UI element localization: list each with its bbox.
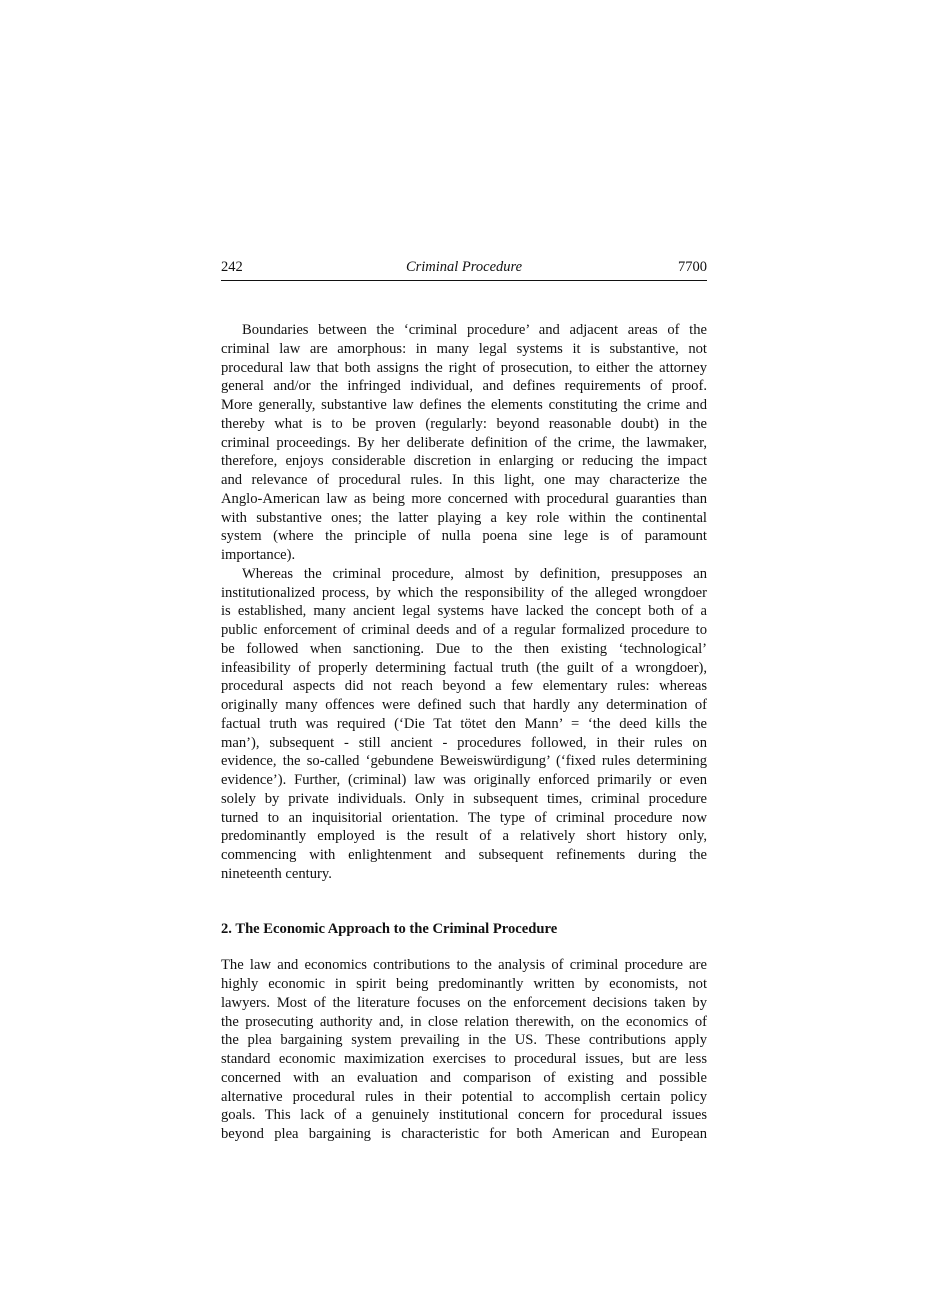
text-line: the plea bargaining system prevailing in the US. These contributions apply (221, 1032, 707, 1049)
section-heading: 2. The Economic Approach to the Criminal Procedure (221, 920, 558, 937)
body-text (221, 321, 707, 1144)
text-line: commencing with enlightenment and subsequent refinements during the (221, 847, 707, 863)
text-line: with substantive ones; the latter playing a key role within the continental (221, 509, 707, 526)
text-line: be followed when sanctioning. Due to the then existing ‘technological’ (221, 640, 707, 657)
text-line: Boundaries between the ‘criminal procedure’ and adjacent areas of the (242, 322, 707, 338)
text-line: evidence, the so-called ‘gebundene Beweiswürdigung’ (‘fixed rules determining (221, 753, 707, 770)
text-line: lawyers. Most of the literature focuses on the enforcement decisions taken by (221, 994, 707, 1011)
text-line: institutionalized process, by which the responsibility of the alleged wrongdoer (221, 584, 707, 601)
text-line: procedural law that both assigns the right of prosecution, to either the attorney (221, 359, 707, 376)
text-line: Whereas the criminal procedure, almost by definition, presupposes an (242, 565, 707, 582)
text-line: Anglo-American law as being more concerned with procedural guaranties than (221, 490, 707, 507)
running-header (221, 256, 707, 281)
text-line: importance). (221, 547, 296, 563)
text-line: beyond plea bargaining is characteristic for both American and European (221, 1126, 707, 1142)
text-line: standard economic maximization exercises to procedural issues, but are less (221, 1051, 707, 1067)
text-line: alternative procedural rules in their potential to accomplish certain policy (221, 1088, 707, 1105)
text-line: factual truth was required (‘Die Tat tötet den Mann’ = ‘the deed kills the (221, 715, 707, 732)
running-title: Criminal Procedure (405, 259, 523, 275)
text-line: man’), subsequent - still ancient - procedures followed, in their rules on (221, 734, 707, 751)
text-line: thereby what is to be proven (regularly: beyond reasonable doubt) in the (221, 415, 707, 432)
text-line: infeasibility of properly determining factual truth (the guilt of a wrongdoer), (221, 659, 707, 676)
text-line: criminal proceedings. By her deliberate definition of the crime, the lawmaker, (221, 434, 707, 451)
text-line: is established, many ancient legal systems have lacked the concept both of a (221, 603, 707, 620)
text-line: evidence’). Further, (criminal) law was originally enforced primarily or even (221, 772, 707, 788)
text-line: and relevance of procedural rules. In this light, one may characterize the (221, 472, 707, 488)
text-line: goals. This lack of a genuinely institutional concern for procedural issues (221, 1107, 707, 1124)
text-line: More generally, substantive law defines the elements constituting the crime and (221, 397, 707, 413)
text-line: originally many offences were defined such that hardly any determination of (221, 697, 707, 713)
paragraph-whereas (221, 565, 707, 884)
text-line: procedural aspects did not reach beyond a few elementary rules: whereas (221, 678, 707, 695)
text-line: concerned with an evaluation and comparison of existing and possible (221, 1069, 707, 1086)
text-line: public enforcement of criminal deeds and of a regular formalized procedure to (221, 622, 707, 638)
text-line: nineteenth century. (221, 865, 332, 882)
text-line: predominantly employed is the result of a relatively short history only, (221, 828, 707, 845)
text-line: therefore, enjoys considerable discretion in enlarging or reducing the impact (221, 453, 707, 470)
text-line: turned to an inquisitorial orientation. The type of criminal procedure now (221, 809, 707, 826)
text-line: The law and economics contributions to the analysis of criminal procedure are (221, 957, 707, 974)
entry-code: 7700 (678, 259, 707, 275)
text-line: highly economic in spirit being predominantly written by economists, not (221, 976, 707, 992)
text-line: solely by private individuals. Only in subsequent times, criminal procedure (221, 790, 707, 807)
book-page (221, 256, 707, 1144)
paragraph-boundaries (221, 321, 707, 565)
text-line: general and/or the infringed individual, and defines requirements of proof. (221, 378, 707, 395)
paragraph-economic-approach (221, 956, 707, 1144)
text-line: criminal law are amorphous: in many legal systems it is substantive, not (221, 340, 707, 357)
text-line: system (where the principle of nulla poena sine lege is of paramount (221, 528, 707, 545)
text-line: the prosecuting authority and, in close relation therewith, on the economics of (221, 1013, 707, 1030)
page-number: 242 (221, 259, 243, 275)
